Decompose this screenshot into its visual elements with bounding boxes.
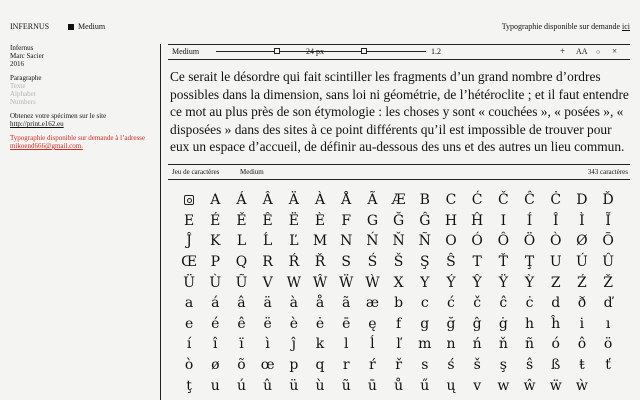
glyph-cell[interactable]: I [500,212,507,229]
glyph-cell[interactable]: õ [237,357,246,374]
glyph-cell[interactable]: ó [551,336,560,353]
glyph-cell[interactable]: á [211,295,220,312]
glyph-cell[interactable]: Ĥ [471,212,484,229]
glyph-cell[interactable]: ę [368,315,377,332]
glyph-cell[interactable]: ř [395,357,402,374]
glyph-cell[interactable]: K [210,233,221,250]
glyph-cell[interactable]: Č [497,192,509,209]
glyph-cell[interactable]: Æ [391,192,406,209]
glyph-cell[interactable]: ı [605,315,611,332]
glyph-cell[interactable]: ü [289,377,299,394]
glyph-cell[interactable]: č [473,295,482,312]
glyph-cell[interactable]: Ú [576,254,588,271]
glyph-cell[interactable]: ú [236,377,246,394]
glyph-cell[interactable]: q [315,357,325,374]
glyph-cell[interactable]: e [184,315,194,332]
glyph-cell[interactable]: ã [342,295,351,312]
glyph-cell[interactable]: s [421,357,429,374]
glyph-cell[interactable]: ĝ [472,315,482,332]
sample-text[interactable]: Ce serait le désordre qui fait scintiller les fragments d’un grand nombre d’ordres possibles dans la dimension, sans loi ni géométrie, de l’hétéroclite ; et il faut entendre ce mot au plus près de son étymologie : les choses y sont « couchées », « posées », « disposées » dans des sites à ce point différents qu’il est impossible de trouver pour eux un espace d’accueil, de définir au-dessous des uns et des autres un lieu commun. [170,69,629,154]
glyph-cell[interactable]: ẅ [549,377,562,394]
glyph-cell[interactable]: p [289,357,299,374]
glyph-cell[interactable]: À [314,192,326,209]
glyph-cell[interactable]: g [420,315,430,332]
glyph-cell[interactable]: Ũ [235,274,248,291]
glyph-cell[interactable]: U [549,254,562,271]
glyph-cell[interactable]: m [418,336,432,353]
availability-text: Typographie disponible sur demande [501,22,622,31]
glyph-cell[interactable]: v [473,377,482,394]
option-alphabet[interactable]: Alphabet [10,90,36,98]
glyph-cell[interactable]: Ř [314,254,326,271]
square-icon [68,24,74,30]
glyph-cell[interactable]: ñ [525,336,535,353]
glyph-cell-icon[interactable] [176,190,202,211]
glyph-cell[interactable]: u [210,377,220,394]
glyph-cell[interactable]: Å [341,192,352,209]
glyph-cell[interactable]: a [184,295,194,312]
glyph-cell[interactable]: ð [577,295,587,312]
glyph-cell[interactable]: ô [577,336,587,353]
leading-value: 1.2 [431,47,441,56]
align-button[interactable]: ○ [596,48,601,56]
glyph-cell[interactable]: l [343,336,349,353]
glyph-cell[interactable]: Ẅ [339,274,354,291]
charset-count: 343 caractères [587,168,628,176]
glyph-cell[interactable]: ş [499,357,507,374]
font-info [10,44,160,68]
glyph-cell[interactable]: Ä [288,192,299,209]
glyph-cell[interactable]: d [551,295,561,312]
glyph-cell[interactable]: ė [315,315,325,332]
font-name: Infernus [10,44,34,52]
glyph-cell[interactable]: Ö [523,233,536,250]
glyph-cell[interactable]: ĥ [551,315,561,332]
glyph-cell[interactable]: š [473,357,481,374]
glyph-cell[interactable]: ũ [341,377,351,394]
option-numbers[interactable]: Numbers [10,98,36,106]
glyph-cell[interactable]: ẁ [575,377,588,394]
glyph-cell[interactable]: Ŕ [288,254,300,271]
option-texte[interactable]: Texte [10,82,26,90]
glyph-cell[interactable]: ĺ [370,336,375,353]
glyph-cell[interactable]: ø [211,357,220,374]
glyph-cell[interactable]: ń [472,336,482,353]
glyph-cell[interactable]: Ŵ [312,274,328,291]
leading-slider-handle[interactable] [361,48,367,54]
size-slider-handle[interactable] [274,48,280,54]
specimen-info [10,112,160,128]
specimen-text: Obtenez votre spécimen sur le site [10,112,107,120]
glyph-cell[interactable]: b [394,295,404,312]
glyph-cell[interactable]: Ý [446,274,456,291]
glyph-cell[interactable]: Û [602,254,614,271]
glyph-cell[interactable]: c [420,295,429,312]
glyph-cell[interactable]: Ù [209,274,222,291]
glyph-cell[interactable]: G [366,212,378,229]
case-toggle-button[interactable]: AA [576,47,588,56]
section-title: Paragraphe [10,74,42,82]
glyph-cell[interactable]: ţ [186,377,192,394]
glyph-cell[interactable]: Î [552,212,559,229]
glyph-cell[interactable]: ö [603,336,613,353]
glyph-cell[interactable]: Ĩ [605,212,611,229]
glyph-cell[interactable]: ŵ [523,377,536,394]
glyph-cell[interactable]: Ţ [524,254,535,271]
glyph-cell[interactable]: ś [447,357,455,374]
type-tester-toolbar [168,44,630,60]
paragraph-options [10,74,160,106]
glyph-cell[interactable]: í [186,336,192,353]
glyph-cell[interactable]: Ĵ [186,233,192,250]
glyph-cell[interactable]: Ÿ [498,274,508,291]
specimen-link[interactable]: http://print.e162.eu [10,120,64,128]
glyph-cell[interactable]: W [286,274,302,291]
glyph-cell[interactable]: M [312,233,328,250]
glyph-cell[interactable]: ê [237,315,246,332]
glyph-cell[interactable]: Ĺ [263,233,273,250]
charset-style[interactable]: Medium [240,168,264,176]
glyph-cell[interactable]: Í [526,212,533,229]
glyph-cell[interactable]: A [210,192,221,209]
glyph-cell[interactable]: f [396,315,402,332]
glyph-cell[interactable]: è [289,315,298,332]
glyph-cell[interactable]: B [419,192,430,209]
glyph-cell[interactable]: ď [603,295,613,312]
sidebar [10,44,160,156]
contact-text: Typographie disponible sur demande à l’adresse [10,134,145,142]
glyph-cell[interactable]: Â [262,192,273,209]
glyph-cell[interactable]: ū [367,377,377,394]
glyph-cell[interactable]: û [263,377,273,394]
glyph-cell[interactable]: Ê [262,212,273,229]
glyph-cell[interactable]: ů [394,377,404,394]
glyph-cell[interactable]: Ń [366,233,379,250]
glyph-cell[interactable]: Ô [497,233,510,250]
glyph-cell[interactable]: É [210,212,221,229]
style-selector-label: Medium [78,22,106,31]
glyph-cell[interactable]: Ü [183,274,195,291]
glyph-cell[interactable]: ć [447,295,455,312]
style-selector[interactable] [68,22,105,31]
glyph-cell[interactable]: ò [184,357,194,374]
glyph-cell[interactable]: Ò [549,233,562,250]
glyph-cell[interactable]: Ĝ [419,212,431,229]
glyph-cell[interactable]: Ø [576,233,588,250]
glyph-cell[interactable]: ġ [498,315,508,332]
glyph-cell[interactable]: Ľ [289,233,299,250]
close-button[interactable]: × [612,46,618,56]
glyph-cell[interactable]: Š [393,254,404,271]
glyph-cell[interactable]: Ì [579,212,585,229]
glyph-cell[interactable]: Õ [602,233,614,250]
glyph-cell[interactable]: T [472,254,482,271]
glyph-cell[interactable]: Y [420,274,430,291]
glyph-cell[interactable]: S [341,254,352,271]
charset-title: Jeu de caractères [172,168,220,176]
glyph-cell[interactable]: ß [551,357,561,374]
contact-email-link[interactable]: mikoend666@gmail.com. [10,142,83,150]
glyph-cell[interactable]: Ŝ [446,254,456,271]
glyph-cell[interactable]: ğ [446,315,456,332]
glyph-cell[interactable]: æ [365,295,379,312]
glyph-cell[interactable]: Ň [392,233,405,250]
designer-name: Marc Sacier [10,52,45,60]
glyph-cell[interactable]: N [340,233,353,250]
glyph-cell[interactable]: Ċ [550,192,562,209]
glyph-cell[interactable]: X [393,274,404,291]
glyph-cell[interactable]: Ĉ [524,192,535,209]
glyph-cell[interactable]: ë [263,315,272,332]
leading-slider[interactable] [326,51,426,52]
glyph-cell[interactable]: ì [265,336,270,353]
glyph-cell[interactable]: ù [315,377,325,394]
glyph-cell[interactable]: Ť [498,254,509,271]
glyph-cell[interactable]: P [210,254,220,271]
glyph-cell[interactable]: ť [605,357,611,374]
glyph-cell[interactable]: Ź [577,274,587,291]
glyph-cell[interactable]: ľ [396,336,401,353]
glyph-cell[interactable]: Ğ [393,212,405,229]
glyph-cell[interactable]: Ş [419,254,430,271]
brand-title[interactable]: INFERNUS [10,22,50,31]
glyph-cell[interactable]: Ś [367,254,378,271]
glyph-cell[interactable]: C [445,192,457,209]
font-year: 2016 [10,60,24,68]
glyph-cell[interactable]: Ŷ [472,274,482,291]
glyph-cell[interactable]: i [579,315,585,332]
tester-style-select[interactable]: Medium [172,47,200,56]
glyph-cell[interactable]: r [342,357,350,374]
glyph-cell[interactable]: È [314,212,326,229]
glyph-cell[interactable]: Ď [602,192,614,209]
glyph-cell[interactable]: n [446,336,456,353]
glyph-cell[interactable]: ä [263,295,272,312]
glyph-view-icon [184,195,194,205]
glyph-cell[interactable]: Ã [367,192,378,209]
glyph-cell[interactable]: Ñ [418,233,431,250]
glyph-cell[interactable]: ň [498,336,508,353]
glyph-cell[interactable]: ų [446,377,456,394]
glyph-cell[interactable]: Ć [471,192,483,209]
glyph-cell[interactable]: ċ [525,295,534,312]
glyph-grid [176,190,636,396]
glyph-cell[interactable]: ŧ [579,357,585,374]
glyph-cell[interactable]: H [444,212,458,229]
glyph-cell[interactable]: R [262,254,273,271]
glyph-cell[interactable]: î [213,336,218,353]
availability-notice [502,22,630,31]
glyph-cell[interactable]: V [262,274,273,291]
glyph-cell[interactable]: ű [420,377,430,394]
glyph-cell[interactable]: ē [342,315,351,332]
glyph-cell[interactable]: å [315,295,325,312]
size-value: 24 px [306,47,324,56]
glyph-cell[interactable]: L [236,233,247,250]
glyph-cell[interactable]: w [497,377,510,394]
glyph-cell[interactable]: œ [260,357,275,374]
glyph-cell[interactable]: à [289,295,299,312]
glyph-cell[interactable]: Á [236,192,247,209]
glyph-cell[interactable]: ĵ [291,336,297,353]
glyph-cell[interactable]: Ë [288,212,299,229]
glyph-cell[interactable]: k [315,336,325,353]
glyph-cell[interactable]: O [445,233,457,250]
glyph-cell[interactable]: Ỳ [524,274,535,291]
glyph-cell[interactable]: é [211,315,220,332]
glyph-cell[interactable]: h [525,315,535,332]
glyph-cell[interactable]: Q [235,254,248,271]
plus-button[interactable]: + [560,46,566,56]
glyph-cell[interactable]: E [183,212,195,229]
glyph-cell[interactable]: ŝ [525,357,534,374]
glyph-cell[interactable]: â [237,295,246,312]
glyph-cell[interactable]: ŕ [369,357,376,374]
glyph-cell[interactable]: Ž [603,274,613,291]
glyph-cell[interactable]: Z [550,274,561,291]
glyph-cell[interactable]: ï [239,336,244,353]
glyph-cell[interactable]: Ó [471,233,483,250]
contact-info [10,134,160,150]
glyph-cell[interactable]: F [341,212,352,229]
glyph-cell[interactable]: Œ [181,254,198,271]
column-divider [160,44,161,400]
availability-link[interactable]: ici [622,22,630,31]
glyph-cell[interactable]: Ě [236,212,247,229]
charset-header [168,164,630,180]
top-bar [0,0,640,38]
glyph-cell[interactable]: ĉ [499,295,508,312]
glyph-cell[interactable]: D [576,192,588,209]
glyph-cell[interactable]: Ẁ [365,274,380,291]
